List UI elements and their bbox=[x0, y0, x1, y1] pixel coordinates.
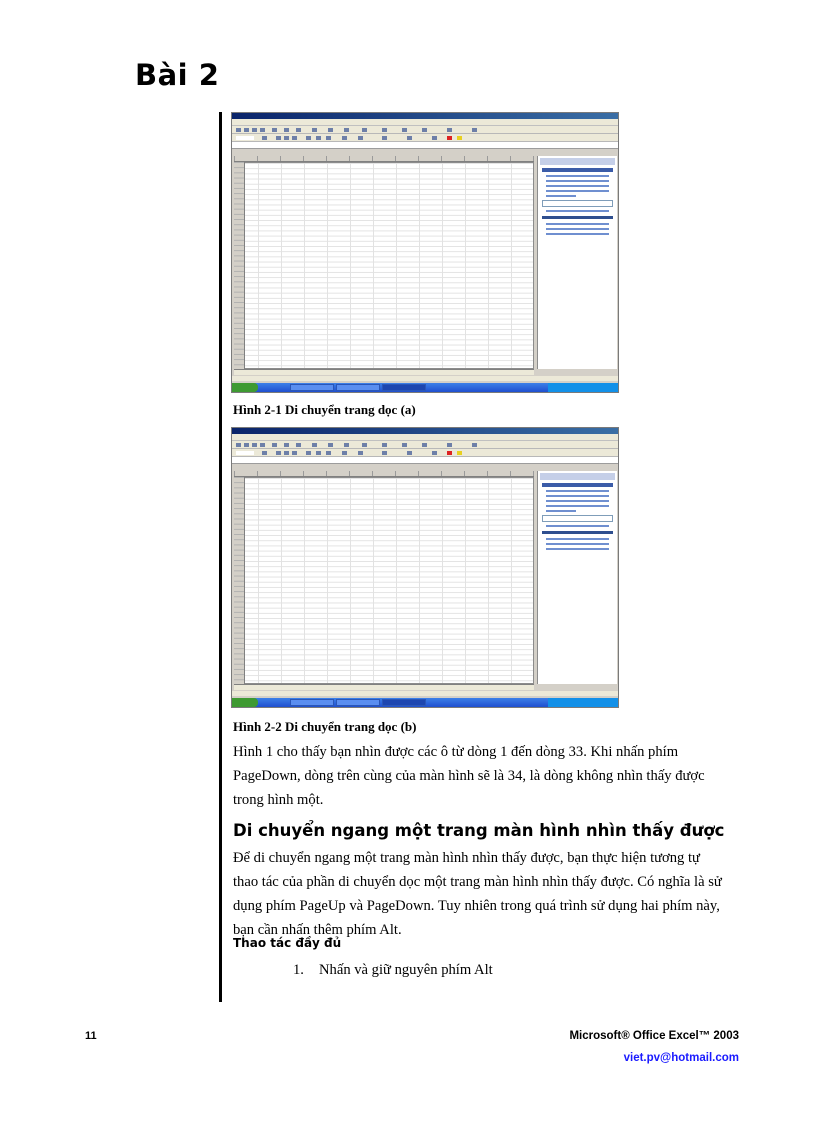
step-number: 1. bbox=[293, 962, 304, 978]
page-number: 11 bbox=[85, 1030, 97, 1042]
sheet-tabs bbox=[234, 684, 534, 690]
getting-started-task-pane bbox=[537, 156, 617, 369]
paragraph-line: trong hình một. bbox=[233, 792, 324, 808]
excel-menu-bar bbox=[232, 434, 618, 441]
figure-2-excel-screenshot bbox=[231, 427, 619, 708]
paragraph-line: dụng phím PageUp và PageDown. Tuy nhiên trong quá trình sử dụng hai phím này, bbox=[233, 898, 720, 914]
row-headers bbox=[234, 162, 245, 369]
figure-1-excel-screenshot bbox=[231, 112, 619, 393]
excel-menu-bar bbox=[232, 119, 618, 126]
worksheet-grid bbox=[234, 162, 534, 369]
subheading: Thao tác đầy đủ bbox=[233, 936, 342, 950]
footer-product: Microsoft® Office Excel™ 2003 bbox=[569, 1030, 739, 1042]
paragraph-line: PageDown, dòng trên cùng của màn hình sẽ là 34, là dòng không nhìn thấy được bbox=[233, 768, 705, 784]
windows-taskbar bbox=[232, 383, 619, 392]
excel-formula-bar bbox=[232, 457, 618, 464]
margin-rule bbox=[219, 112, 222, 1002]
worksheet-grid bbox=[234, 477, 534, 684]
intro-paragraph bbox=[233, 740, 743, 812]
step-text: Nhấn và giữ nguyên phím Alt bbox=[319, 962, 493, 978]
windows-taskbar bbox=[232, 698, 619, 707]
figure-2-caption: Hình 2-2 Di chuyển trang dọc (b) bbox=[233, 719, 417, 734]
footer-email: viet.pv@hotmail.com bbox=[623, 1052, 739, 1064]
chapter-title: Bài 2 bbox=[135, 58, 220, 92]
excel-formatting-toolbar bbox=[232, 134, 618, 142]
section-heading: Di chuyển ngang một trang màn hình nhìn thấy được bbox=[233, 821, 725, 840]
paragraph-line: bạn cần nhấn thêm phím Alt. bbox=[233, 922, 402, 938]
sheet-tabs bbox=[234, 369, 534, 375]
excel-formatting-toolbar bbox=[232, 449, 618, 457]
section-paragraph bbox=[233, 846, 743, 942]
paragraph-line: Hình 1 cho thấy bạn nhìn được các ô từ dòng 1 đến dòng 33. Khi nhấn phím bbox=[233, 744, 679, 760]
excel-formula-bar bbox=[232, 142, 618, 149]
getting-started-task-pane bbox=[537, 471, 617, 684]
paragraph-line: Để di chuyển ngang một trang màn hình nhìn thấy được, bạn thực hiện tương tự bbox=[233, 850, 700, 866]
excel-status-bar bbox=[232, 376, 619, 381]
step-item bbox=[293, 962, 493, 979]
row-headers bbox=[234, 477, 245, 684]
excel-status-bar bbox=[232, 691, 619, 696]
figure-1-caption: Hình 2-1 Di chuyển trang dọc (a) bbox=[233, 402, 416, 417]
paragraph-line: thao tác của phần di chuyển dọc một trang màn hình nhìn thấy được. Có nghĩa là sử bbox=[233, 874, 722, 890]
excel-standard-toolbar bbox=[232, 126, 618, 134]
excel-standard-toolbar bbox=[232, 441, 618, 449]
